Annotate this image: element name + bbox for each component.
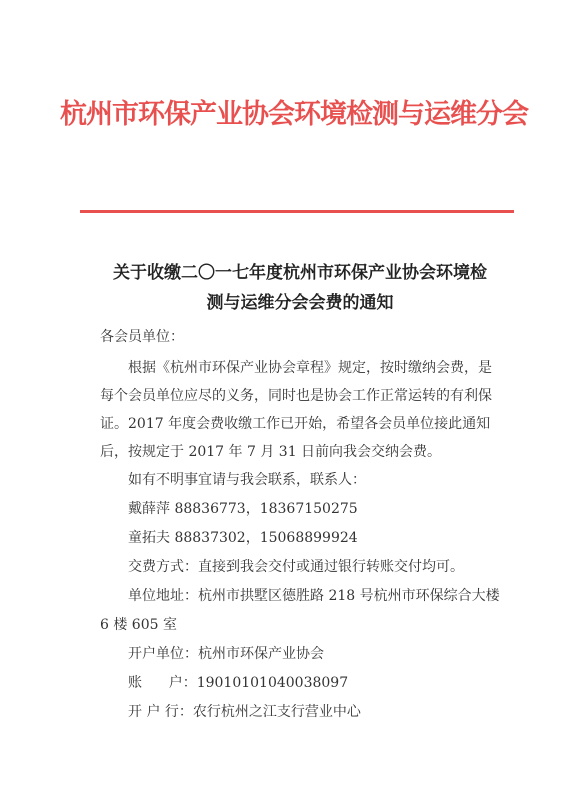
notice-title-line-2: 测与运维分会会费的通知 [206, 293, 394, 313]
contact-person-2: 童拓夫 88837302，15068899924 [128, 530, 358, 546]
address-line-2: 6 楼 605 室 [100, 617, 177, 633]
bank-account-holder: 开户单位：杭州市环保产业协会 [128, 646, 324, 662]
bank-branch: 开 户 行：农行杭州之江支行营业中心 [128, 704, 361, 720]
paragraph-line: 根据《杭州市环保产业协会章程》规定，按时缴纳会费，是 [128, 360, 492, 376]
bank-account-number: 账 户：19010101040038097 [128, 675, 349, 691]
paragraph-line: 证。2017 年度会费收缴工作已开始，希望各会员单位接此通知 [100, 416, 491, 432]
contact-intro: 如有不明事宜请与我会联系，联系人： [128, 472, 366, 488]
paragraph-line: 后，按规定于 2017 年 7 月 31 日前向我会交纳会费。 [100, 444, 442, 460]
salutation: 各会员单位： [100, 329, 184, 345]
letterhead-red-rule [80, 210, 514, 213]
notice-title-line-1: 关于收缴二〇一七年度杭州市环保产业协会环境检 [113, 263, 487, 283]
paragraph-line: 每个会员单位应尽的义务，同时也是协会工作正常运转的有利保 [100, 388, 492, 404]
notice-title [100, 258, 500, 318]
address-line-1: 单位地址：杭州市拱墅区德胜路 218 号杭州市环保综合大楼 [128, 588, 500, 604]
payment-method: 交费方式：直接到我会交付或通过银行转账交付均可。 [128, 559, 464, 575]
letterhead-title: 杭州市环保产业协会环境检测与运维分会 [60, 99, 528, 130]
contact-person-1: 戴薛萍 88836773，18367150275 [128, 501, 358, 517]
notice-paragraph [100, 354, 510, 466]
